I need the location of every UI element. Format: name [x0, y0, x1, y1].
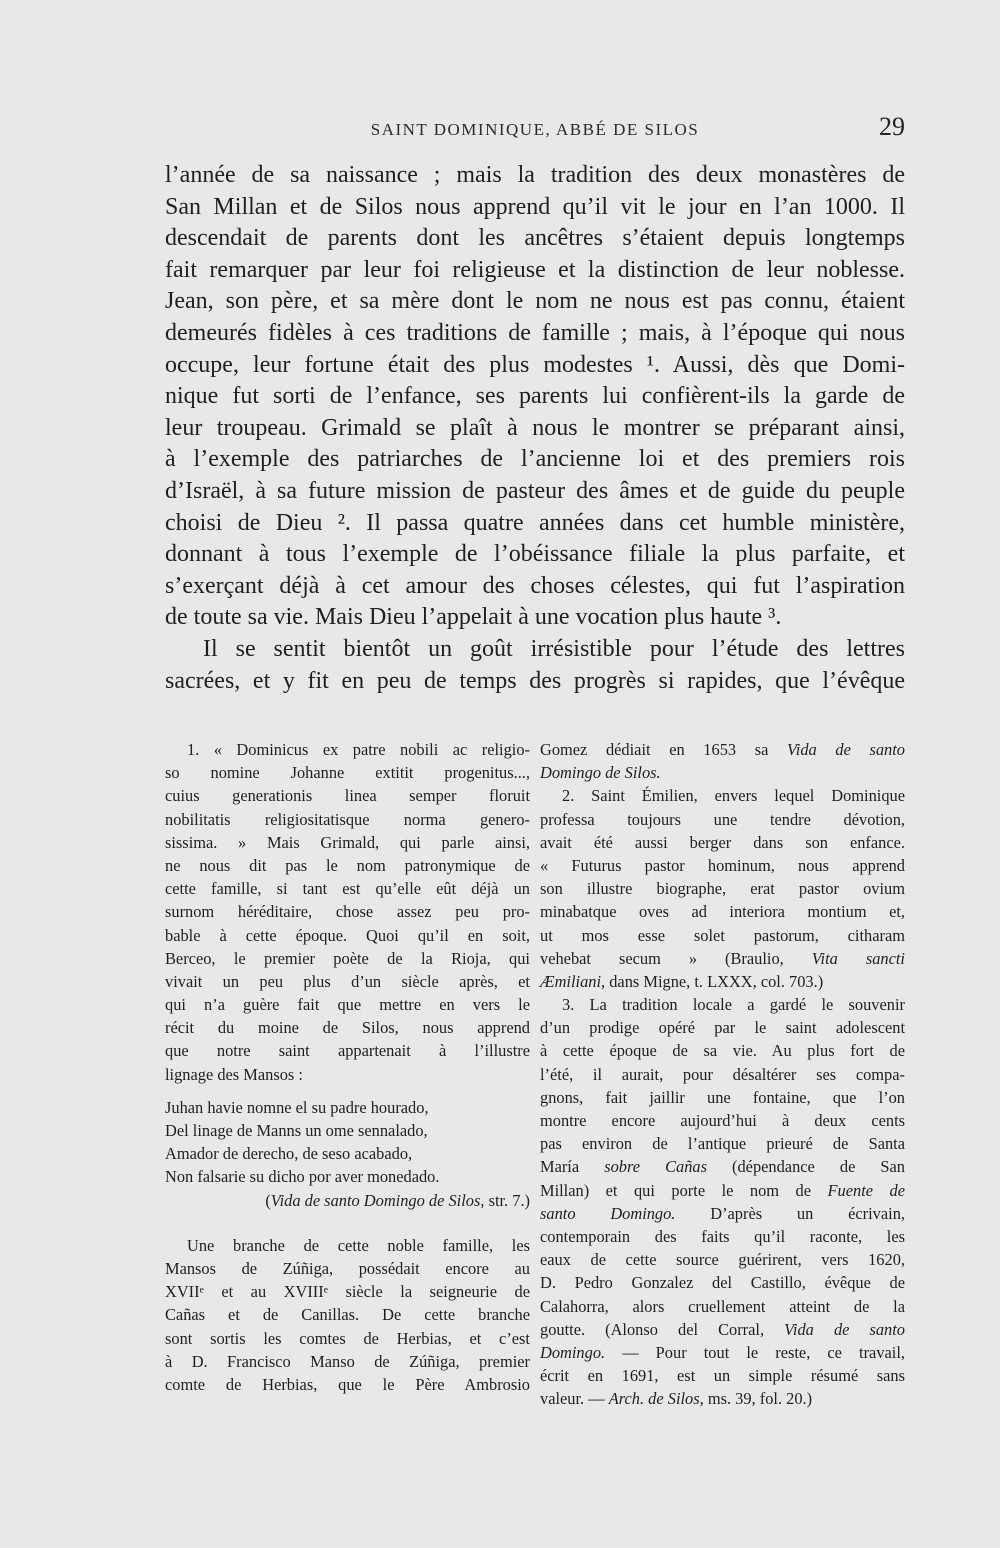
footnote-line: contemporain des faits qu’il raconte, les	[540, 1226, 905, 1246]
running-head	[165, 112, 905, 146]
footnote-line: pas environ de l’antique prieuré de Santa	[540, 1134, 905, 1154]
footnote-line: gnons, fait jaillir une fontaine, que l’on	[540, 1087, 905, 1107]
main-line: donnant à tous l’exemple de l’obéissance filiale la plus parfaite, et	[165, 541, 905, 568]
main-line: leur troupeau. Grimald se plaît à nous le montrer se préparant ainsi,	[165, 414, 905, 441]
footnote-text: dans Migne, t. LXXX, col. 703.)	[605, 971, 824, 991]
footnote-line: ne nous dit pas le nom patronymique de	[165, 855, 530, 875]
footnote-line: montre encore aujourd’hui à deux cents	[540, 1111, 905, 1130]
verse-line: Amador de derecho, de seso acabado,	[165, 1144, 413, 1164]
verse-source	[165, 1189, 530, 1212]
footnote-italic: Vita sancti	[811, 948, 905, 968]
footnote-text: valeur. —	[540, 1389, 609, 1409]
footnote-line	[540, 1202, 905, 1225]
footnote-line	[540, 761, 905, 784]
footnote-line: l’été, il aurait, pour désaltérer ses compa-	[540, 1064, 905, 1084]
footnote-text: ms. 39, fol. 20.)	[703, 1389, 813, 1409]
footnote-italic: Domingo.	[540, 1342, 606, 1362]
footnote-line: surnom héréditaire, chose assez peu pro-	[165, 902, 530, 922]
footnotes-right-column	[540, 738, 905, 1410]
verse-source-title: Vida de santo Domingo de Silos,	[270, 1190, 485, 1210]
verse-line: Juhan havie nomne el su padre hourado,	[165, 1097, 429, 1117]
footnote-line: sont sortis les comtes de Herbias, et c’est	[165, 1328, 530, 1348]
footnote-text: (dépendance de San	[706, 1157, 905, 1177]
verse-line: Del linage de Manns un ome sennalado,	[165, 1121, 428, 1140]
footnote-italic: santo Domingo.	[540, 1203, 676, 1223]
footnote-text: vehebat secum » (Braulio,	[540, 948, 812, 968]
main-line: Jean, son père, et sa mère dont le nom ne nous est pas connu, étaient	[165, 288, 905, 315]
footnote-line: Une branche de cette noble famille, les	[187, 1235, 530, 1255]
footnote-italic: Fuente de	[827, 1180, 905, 1200]
footnote-line: sissima. » Mais Grimald, qui parle ainsi,	[165, 832, 530, 852]
verse-line: Non falsarie su dicho por aver monedado.	[165, 1167, 440, 1187]
footnote-line: professa toujours une tendre dévotion,	[540, 809, 905, 829]
footnote-line	[540, 1179, 905, 1202]
footnote-italic: sobre Cañas	[604, 1157, 707, 1177]
main-line: descendait de parents dont les ancêtres s’étaient depuis longtemps	[165, 225, 905, 252]
footnote-line: Cañas et de Canillas. De cette branche	[165, 1305, 530, 1325]
footnote-line: Calahorra, alors cruellement atteint de la	[540, 1296, 905, 1316]
main-line: de toute sa vie. Mais Dieu l’appelait à une vocation plus haute ³.	[165, 604, 782, 631]
footnote-line: bable à cette époque. Quoi qu’il en soit,	[165, 925, 530, 945]
footnote-text: Gomez dédiait en 1653 sa	[540, 740, 787, 759]
main-line: l’année de sa naissance ; mais la tradition des deux monastères de	[165, 162, 905, 188]
footnote-italic: Arch. de Silos,	[608, 1389, 704, 1409]
footnote-italic: Æmiliani,	[540, 971, 606, 991]
footnote-line: D. Pedro Gonzalez del Castillo, évêque de	[540, 1273, 905, 1293]
footnote-text: Millan) et qui porte le nom de	[540, 1180, 828, 1200]
footnote-line: son illustre biographe, erat pastor ovium	[540, 879, 905, 899]
footnote-line: eaux de cette source guérirent, vers 1620,	[540, 1250, 905, 1270]
main-line: s’exerçant déjà à cet amour des choses célestes, qui fut l’aspiration	[165, 572, 905, 599]
main-text	[165, 160, 905, 697]
footnote-line	[540, 1387, 905, 1410]
footnote-line: lignage des Mansos :	[165, 1064, 303, 1084]
footnotes-left-column	[165, 738, 530, 1396]
footnote-line: vivait un peu plus d’un siècle après, et	[165, 971, 530, 991]
footnote-italic: Domingo de Silos.	[540, 763, 661, 783]
main-line: San Millan et de Silos nous apprend qu’il vit le jour en l’an 1000. Il	[165, 193, 905, 220]
main-line: occupe, leur fortune était des plus modestes ¹. Aussi, dès que Domi-	[165, 351, 905, 378]
footnote-line: cuius generationis linea semper floruit	[165, 786, 530, 806]
footnote-line	[540, 947, 905, 970]
footnote-line	[540, 1318, 905, 1341]
page-number: 29	[879, 112, 905, 141]
main-line: choisi de Dieu ². Il passa quatre années dans cet humble ministère,	[165, 509, 905, 536]
footnote-line: ut mos esse solet pastorum, citharam	[540, 925, 905, 945]
footnote-line	[540, 1155, 905, 1178]
footnote-line: 2. Saint Émilien, envers lequel Dominique	[562, 786, 905, 806]
main-line: Il se sentit bientôt un goût irrésistible pour l’étude des lettres	[203, 635, 905, 662]
verse-source-ref: str. 7.)	[488, 1190, 530, 1210]
footnote-text: goutte. (Alonso del Corral,	[540, 1319, 785, 1339]
main-line: d’Israël, à sa future mission de pasteur des âmes et de guide du peuple	[165, 477, 905, 504]
footnote-line	[540, 738, 905, 761]
footnote-line: qui n’a guère fait que mettre en vers le	[165, 995, 530, 1015]
footnote-line: Mansos de Zúñiga, possédait encore au	[165, 1258, 530, 1278]
main-line: demeurés fidèles à ces traditions de famille ; mais, à l’époque qui nous	[165, 319, 905, 346]
footnote-italic: Vida de santo	[787, 740, 905, 759]
footnote-line: à cette époque de sa vie. Au plus fort de	[540, 1041, 905, 1061]
footnote-line: que notre saint appartenait à l’illustre	[165, 1041, 530, 1061]
main-line: sacrées, et y fit en peu de temps des progrès si rapides, que l’évêque	[165, 667, 905, 694]
footnote-line: 1. « Dominicus ex patre nobili ac religio-	[187, 740, 530, 759]
footnote-line: nobilitatis religiositatisque norma genero-	[165, 809, 530, 829]
footnote-line: cette famille, si tant est qu’elle eût déjà un	[165, 879, 530, 899]
running-title: SAINT DOMINIQUE, ABBÉ DE SILOS	[370, 120, 700, 139]
footnote-line: écrit en 1691, est un simple résumé sans	[540, 1366, 905, 1386]
footnote-line: 3. La tradition locale a gardé le souvenir	[562, 995, 905, 1015]
main-line: fait remarquer par leur foi religieuse et la distinction de leur noblesse.	[165, 256, 905, 283]
footnote-line: comte de Herbias, que le Père Ambrosio	[165, 1374, 530, 1394]
footnote-text: María	[540, 1157, 605, 1177]
footnote-line: à D. Francisco Manso de Zúñiga, premier	[165, 1351, 530, 1371]
footnote-line: avait été aussi berger dans son enfance.	[540, 832, 905, 852]
verse-source-open: (	[265, 1190, 271, 1210]
footnote-line	[540, 1341, 905, 1364]
footnote-text: — Pour tout le reste, ce travail,	[605, 1342, 905, 1362]
footnote-line: minabatque oves ad interiora montium et,	[540, 902, 905, 922]
footnote-text: D’après un écrivain,	[675, 1203, 905, 1223]
footnote-line	[540, 970, 905, 993]
footnote-line: so nomine Johanne extitit progenitus...,	[165, 763, 530, 783]
footnote-line: Berceo, le premier poète de la Rioja, qui	[165, 948, 530, 968]
footnote-italic: Vida de santo	[784, 1319, 905, 1339]
footnote-line: XVIIᵉ et au XVIIIᵉ siècle la seigneurie de	[165, 1282, 530, 1302]
footnote-line: d’un prodige opéré par le saint adolescent	[540, 1018, 905, 1038]
main-line: à l’exemple des patriarches de l’ancienne loi et des premiers rois	[165, 446, 905, 473]
footnote-line: récit du moine de Silos, nous apprend	[165, 1018, 530, 1038]
main-line: nique fut sorti de l’enfance, ses parents lui confièrent-ils la garde de	[165, 383, 905, 410]
footnote-line: « Futurus pastor hominum, nous apprend	[540, 855, 905, 875]
